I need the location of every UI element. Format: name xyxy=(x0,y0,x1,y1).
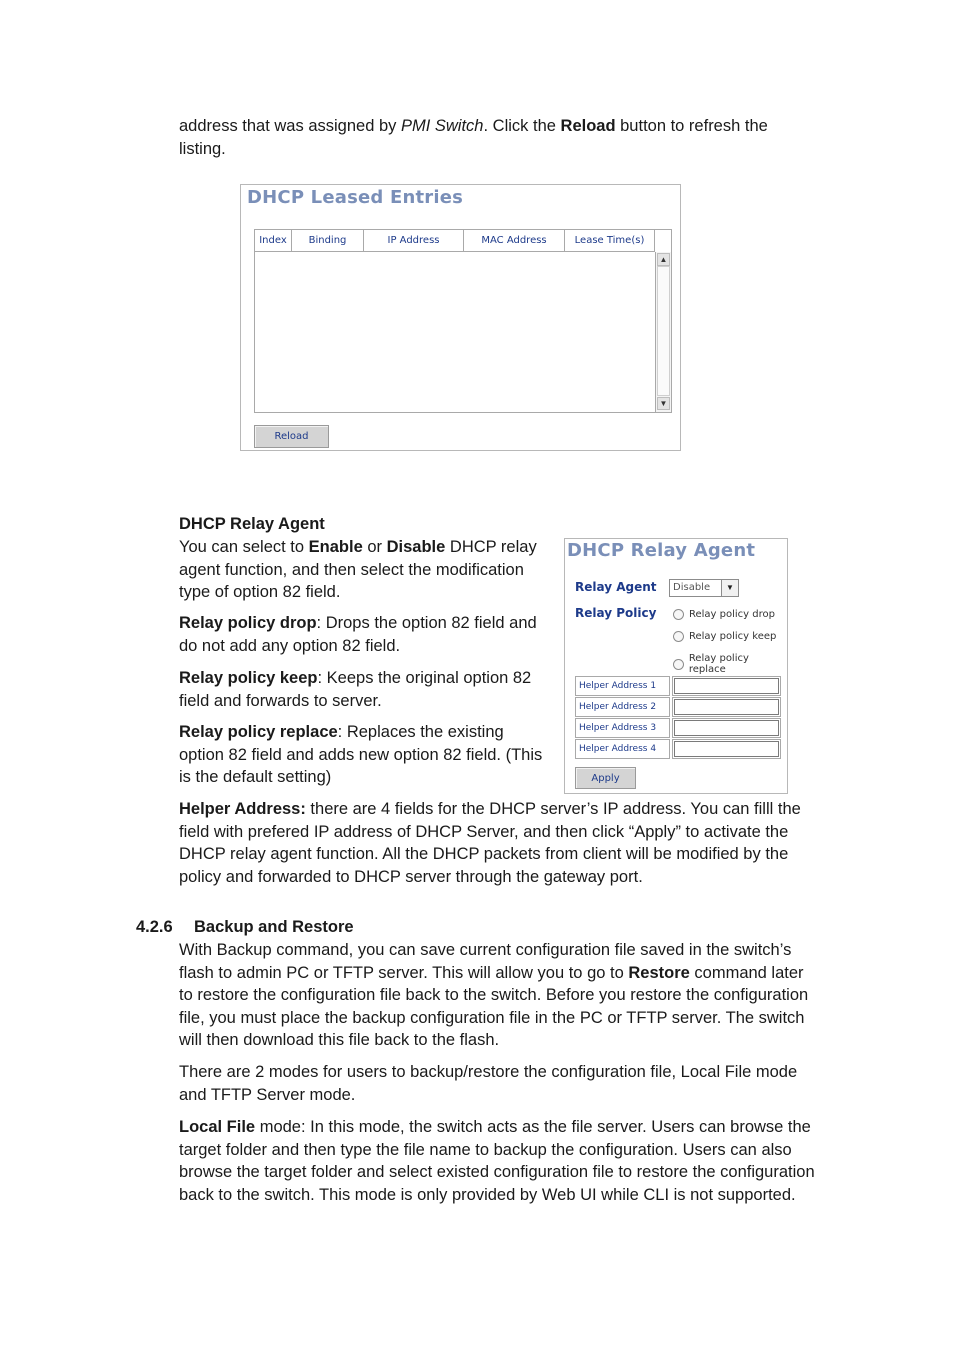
relay-intro-paragraph xyxy=(179,536,555,604)
backup-paragraph-3 xyxy=(179,1116,819,1206)
relay-p1-disable: Disable xyxy=(386,538,446,556)
col-binding[interactable]: Binding xyxy=(292,230,364,252)
helper-address-label: Helper Address 4 xyxy=(575,739,670,759)
relay-policy-drop-term: Relay policy drop xyxy=(179,614,317,632)
helper-address-label: Helper Address 1 xyxy=(575,676,670,696)
lease-table xyxy=(254,229,672,413)
helper-address-row xyxy=(575,676,781,696)
intro-text-3: button to refresh the listing. xyxy=(179,117,768,158)
helper-address-label: Helper Address 2 xyxy=(575,697,670,717)
section-number: 4.2.6 xyxy=(136,918,173,936)
local-file-desc: mode: In this mode, the switch acts as the file server. Users can browse the target folder and then type the file name to backup the configuration. Users can also browse the target folder and select existed configuration file to restore the configuration back to the switch. This mode is only provided by Web UI while CLI is not supported. xyxy=(179,1118,815,1204)
relay-policy-replace-paragraph xyxy=(179,721,545,789)
apply-button[interactable]: Apply xyxy=(575,767,636,789)
helper-address-3-input[interactable] xyxy=(674,720,779,736)
relay-p1-text-a: You can select to xyxy=(179,538,309,556)
chevron-down-icon[interactable]: ▼ xyxy=(721,580,738,596)
backup-p1-text-a: With Backup command, you can save current configuration file saved in the switch’s flash to admin PC or TFTP server. This will allow you to go to xyxy=(179,941,792,982)
scroll-up-arrow-icon[interactable]: ▲ xyxy=(657,253,670,266)
helper-address-row xyxy=(575,739,781,759)
backup-p1-text-b: command later to restore the configuration file back to the switch. Before you restore the configuration file, you must place the backup configuration file in the PC or TFTP server. The switch will then download this file back to the flash. xyxy=(179,963,809,1049)
helper-address-cell xyxy=(672,676,781,696)
lease-panel-title: DHCP Leased Entries xyxy=(247,187,464,208)
dhcp-leased-entries-panel xyxy=(240,184,681,451)
radio-circle-icon[interactable] xyxy=(673,631,684,642)
relay-panel-title: DHCP Relay Agent xyxy=(567,540,756,561)
intro-text-1: address that was assigned by xyxy=(179,117,401,135)
relay-policy-replace-desc: : Replaces the existing option 82 field and adds new option 82 field. (This is the default setting) xyxy=(179,723,543,786)
relay-policy-drop-paragraph xyxy=(179,612,549,657)
helper-address-row xyxy=(575,718,781,738)
radio-relay-policy-keep-label: Relay policy keep xyxy=(689,631,777,642)
col-lease-time[interactable]: Lease Time(s) xyxy=(565,230,655,252)
helper-address-cell xyxy=(672,739,781,759)
local-file-term: Local File xyxy=(179,1118,256,1136)
intro-paragraph xyxy=(179,115,819,160)
relay-policy-keep-term: Relay policy keep xyxy=(179,669,318,687)
lease-table-header xyxy=(255,230,655,252)
relay-p1-text-d: DHCP relay agent function, and then select the modification type of option 82 field. xyxy=(179,538,537,601)
helper-address-2-input[interactable] xyxy=(674,699,779,715)
radio-relay-policy-replace-label: Relay policy replace xyxy=(688,653,749,675)
helper-address-desc: there are 4 fields for the DHCP server’s IP address. You can filll the field with prefered IP address of DHCP Server, and then click “Apply” to activate the DHCP relay agent function. All the DHCP packets from client will be modified by the policy and forwarded to DHCP server through the gateway port. xyxy=(179,800,801,886)
backup-paragraph-1 xyxy=(179,939,819,1052)
relay-policy-drop-desc: : Drops the option 82 field and do not add any option 82 field. xyxy=(179,614,537,655)
relay-policy-keep-desc: : Keeps the original option 82 field and forwards to server. xyxy=(179,669,532,710)
relay-agent-select[interactable] xyxy=(669,579,739,597)
relay-p1-text-c: or xyxy=(362,538,387,556)
intro-bold-reload: Reload xyxy=(560,117,616,135)
helper-address-row xyxy=(575,697,781,717)
dhcp-relay-agent-panel xyxy=(564,538,788,794)
relay-policy-label: Relay Policy xyxy=(575,606,657,620)
col-ip-address[interactable]: IP Address xyxy=(364,230,464,252)
intro-italic-pmi-switch: PMI Switch xyxy=(400,117,484,135)
helper-address-cell xyxy=(672,697,781,717)
radio-relay-policy-drop-label: Relay policy drop xyxy=(689,609,775,620)
lease-table-scrollbar[interactable] xyxy=(655,252,671,412)
radio-circle-icon[interactable] xyxy=(673,609,684,620)
helper-address-term: Helper Address: xyxy=(179,800,306,818)
relay-p1-enable: Enable xyxy=(308,538,363,556)
radio-relay-policy-replace[interactable] xyxy=(673,653,787,675)
section-heading-backup-restore xyxy=(136,916,354,939)
scroll-down-arrow-icon[interactable]: ▼ xyxy=(657,397,670,410)
col-mac-address[interactable]: MAC Address xyxy=(464,230,565,252)
col-index[interactable]: Index xyxy=(255,230,292,252)
relay-agent-label: Relay Agent xyxy=(575,580,657,594)
reload-button[interactable]: Reload xyxy=(254,425,329,448)
relay-heading: DHCP Relay Agent xyxy=(179,515,325,533)
section-title: Backup and Restore xyxy=(194,918,354,936)
helper-address-paragraph xyxy=(179,798,819,888)
relay-policy-replace-term: Relay policy replace xyxy=(179,723,338,741)
helper-address-4-input[interactable] xyxy=(674,741,779,757)
intro-text-2: . Click the xyxy=(483,117,561,135)
helper-address-label: Helper Address 3 xyxy=(575,718,670,738)
radio-relay-policy-drop[interactable] xyxy=(673,609,775,620)
helper-address-1-input[interactable] xyxy=(674,678,779,694)
radio-circle-icon[interactable] xyxy=(673,659,684,670)
scroll-track[interactable] xyxy=(657,266,670,396)
backup-p1-restore: Restore xyxy=(628,963,690,982)
relay-agent-select-value: Disable xyxy=(673,582,711,593)
radio-relay-policy-keep[interactable] xyxy=(673,631,776,642)
relay-policy-keep-paragraph xyxy=(179,667,555,712)
helper-address-cell xyxy=(672,718,781,738)
backup-paragraph-2: There are 2 modes for users to backup/restore the configuration file, Local File mode and TFTP Server mode. xyxy=(179,1063,798,1104)
